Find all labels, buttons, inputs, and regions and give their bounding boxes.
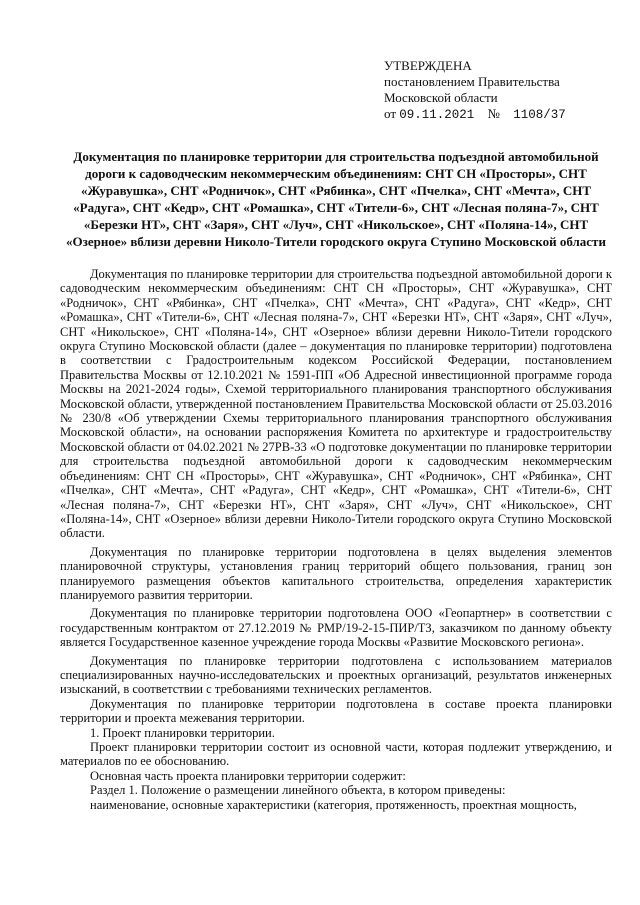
document-title: Документация по планировке территории для строительства подъездной автомобильной дороги к садоводческим некоммерческим объединениям: СНТ СН «Просторы», СНТ «Журавушка», СНТ «Родничок», СНТ «Рябинка», СНТ «Пчелка», СНТ «Мечта», СНТ «Радуга», СНТ «Кедр», СНТ «Ромашка», СНТ «Тители-6», СНТ «Лесная поляна-7», СНТ «Березки НТ», СНТ «Заря», СНТ «Луч», СНТ «Никольское», СНТ «Поляна-14», СНТ «Озерное» вблизи деревни Николо-Тители городского округа Ступино Московской области bbox=[66, 149, 606, 249]
approval-heading: УТВЕРЖДЕНА bbox=[384, 58, 472, 73]
paragraph: Проект планировки территории состоит из основной части, которая подлежит утверждению, и материалов по ее обоснованию. bbox=[60, 740, 612, 769]
paragraph: Документация по планировке территории подготовлена в целях выделения элементов планировочной структуры, установления границ территорий общего пользования, границ зон планируемого размещения объектов капитального строительства, определения характеристик планируемого развития территории. bbox=[60, 544, 612, 602]
approval-number-sign: № bbox=[487, 106, 500, 121]
paragraph: Основная часть проекта планировки территории содержит: bbox=[90, 768, 406, 783]
approval-date-line bbox=[384, 106, 614, 123]
approval-stamp bbox=[384, 58, 614, 123]
approval-authority: постановлением Правительства bbox=[384, 74, 560, 89]
paragraph: наименование, основные характеристики (категория, протяженность, проектная мощность, bbox=[90, 797, 577, 812]
approval-region: Московской области bbox=[384, 90, 498, 105]
paragraph: Документация по планировке территории подготовлена ООО «Геопартнер» в соответствии с государственным контрактом от 27.12.2019 № РМР/19-2-15-ПИР/ТЗ, заказчиком по данному объекту является Государственное казенное учреждение города Москвы «Развитие Московского региона». bbox=[60, 606, 612, 650]
paragraph: 1. Проект планировки территории. bbox=[90, 725, 275, 740]
paragraph: Документация по планировке территории подготовлена с использованием материалов специализированных научно-исследовательских и проектных организаций, результатов инженерных изысканий, в соответствии с требованиями технических регламентов. bbox=[60, 653, 612, 697]
paragraph: Документация по планировке территории подготовлена в составе проекта планировки территории и проекта межевания территории. bbox=[60, 696, 612, 726]
document-body bbox=[60, 267, 612, 812]
approval-number: 1108/37 bbox=[513, 108, 566, 122]
paragraph: Документация по планировке территории для строительства подъездной автомобильной дороги к садоводческим некоммерческим объединениям: СНТ СН «Просторы», СНТ «Журавушка», СНТ «Родничок», СНТ «Рябинка», СНТ «Пчелка», СНТ «Мечта», СНТ «Радуга», СНТ «Кедр», СНТ «Ромашка», СНТ «Тители-6», СНТ «Лесная поляна-7», СНТ «Березки НТ», СНТ «Заря», СНТ «Луч», СНТ «Никольское», СНТ «Поляна-14», СНТ «Озерное» вблизи деревни Николо-Тители городского округа Ступино Московской области (далее – документация по планировке территории) подготовлена в соответствии с Градостроительным кодексом Российской Федерации, постановлением Правительства Москвы от 12.10.2021 № 1591-ПП «Об Адресной инвестиционной программе города Москвы на 2021-2024 годы», Схемой территориального планирования транспортного обслуживания Московской области, утвержденной постановлением Правительства Московской области от 25.03.2016 № 230/8 «Об утверждении Схемы территориального планирования транспортного обслуживания Московской области», на основании распоряжения Комитета по архитектуре и градостроительству Московской области от 04.02.2021 № 27РВ-33 «О подготовке документации по планировке территории для строительства подъездной автомобильной дороги к садоводческим некоммерческим объединениям: СНТ СН «Просторы», СНТ «Журавушка», СНТ «Родничок», СНТ «Рябинка», СНТ «Пчелка», СНТ «Мечта», СНТ «Радуга», СНТ «Кедр», СНТ «Ромашка», СНТ «Тители-6», СНТ «Лесная поляна-7», СНТ «Березки НТ», СНТ «Заря», СНТ «Луч», СНТ «Никольское», СНТ «Поляна-14», СНТ «Озерное» вблизи деревни Николо-Тители городского округа Ступино Московской области. bbox=[60, 267, 612, 541]
approval-date: 09.11.2021 bbox=[399, 108, 475, 122]
paragraph: Раздел 1. Положение о размещении линейного объекта, в котором приведены: bbox=[90, 783, 506, 798]
approval-date-prefix: от bbox=[384, 106, 397, 121]
